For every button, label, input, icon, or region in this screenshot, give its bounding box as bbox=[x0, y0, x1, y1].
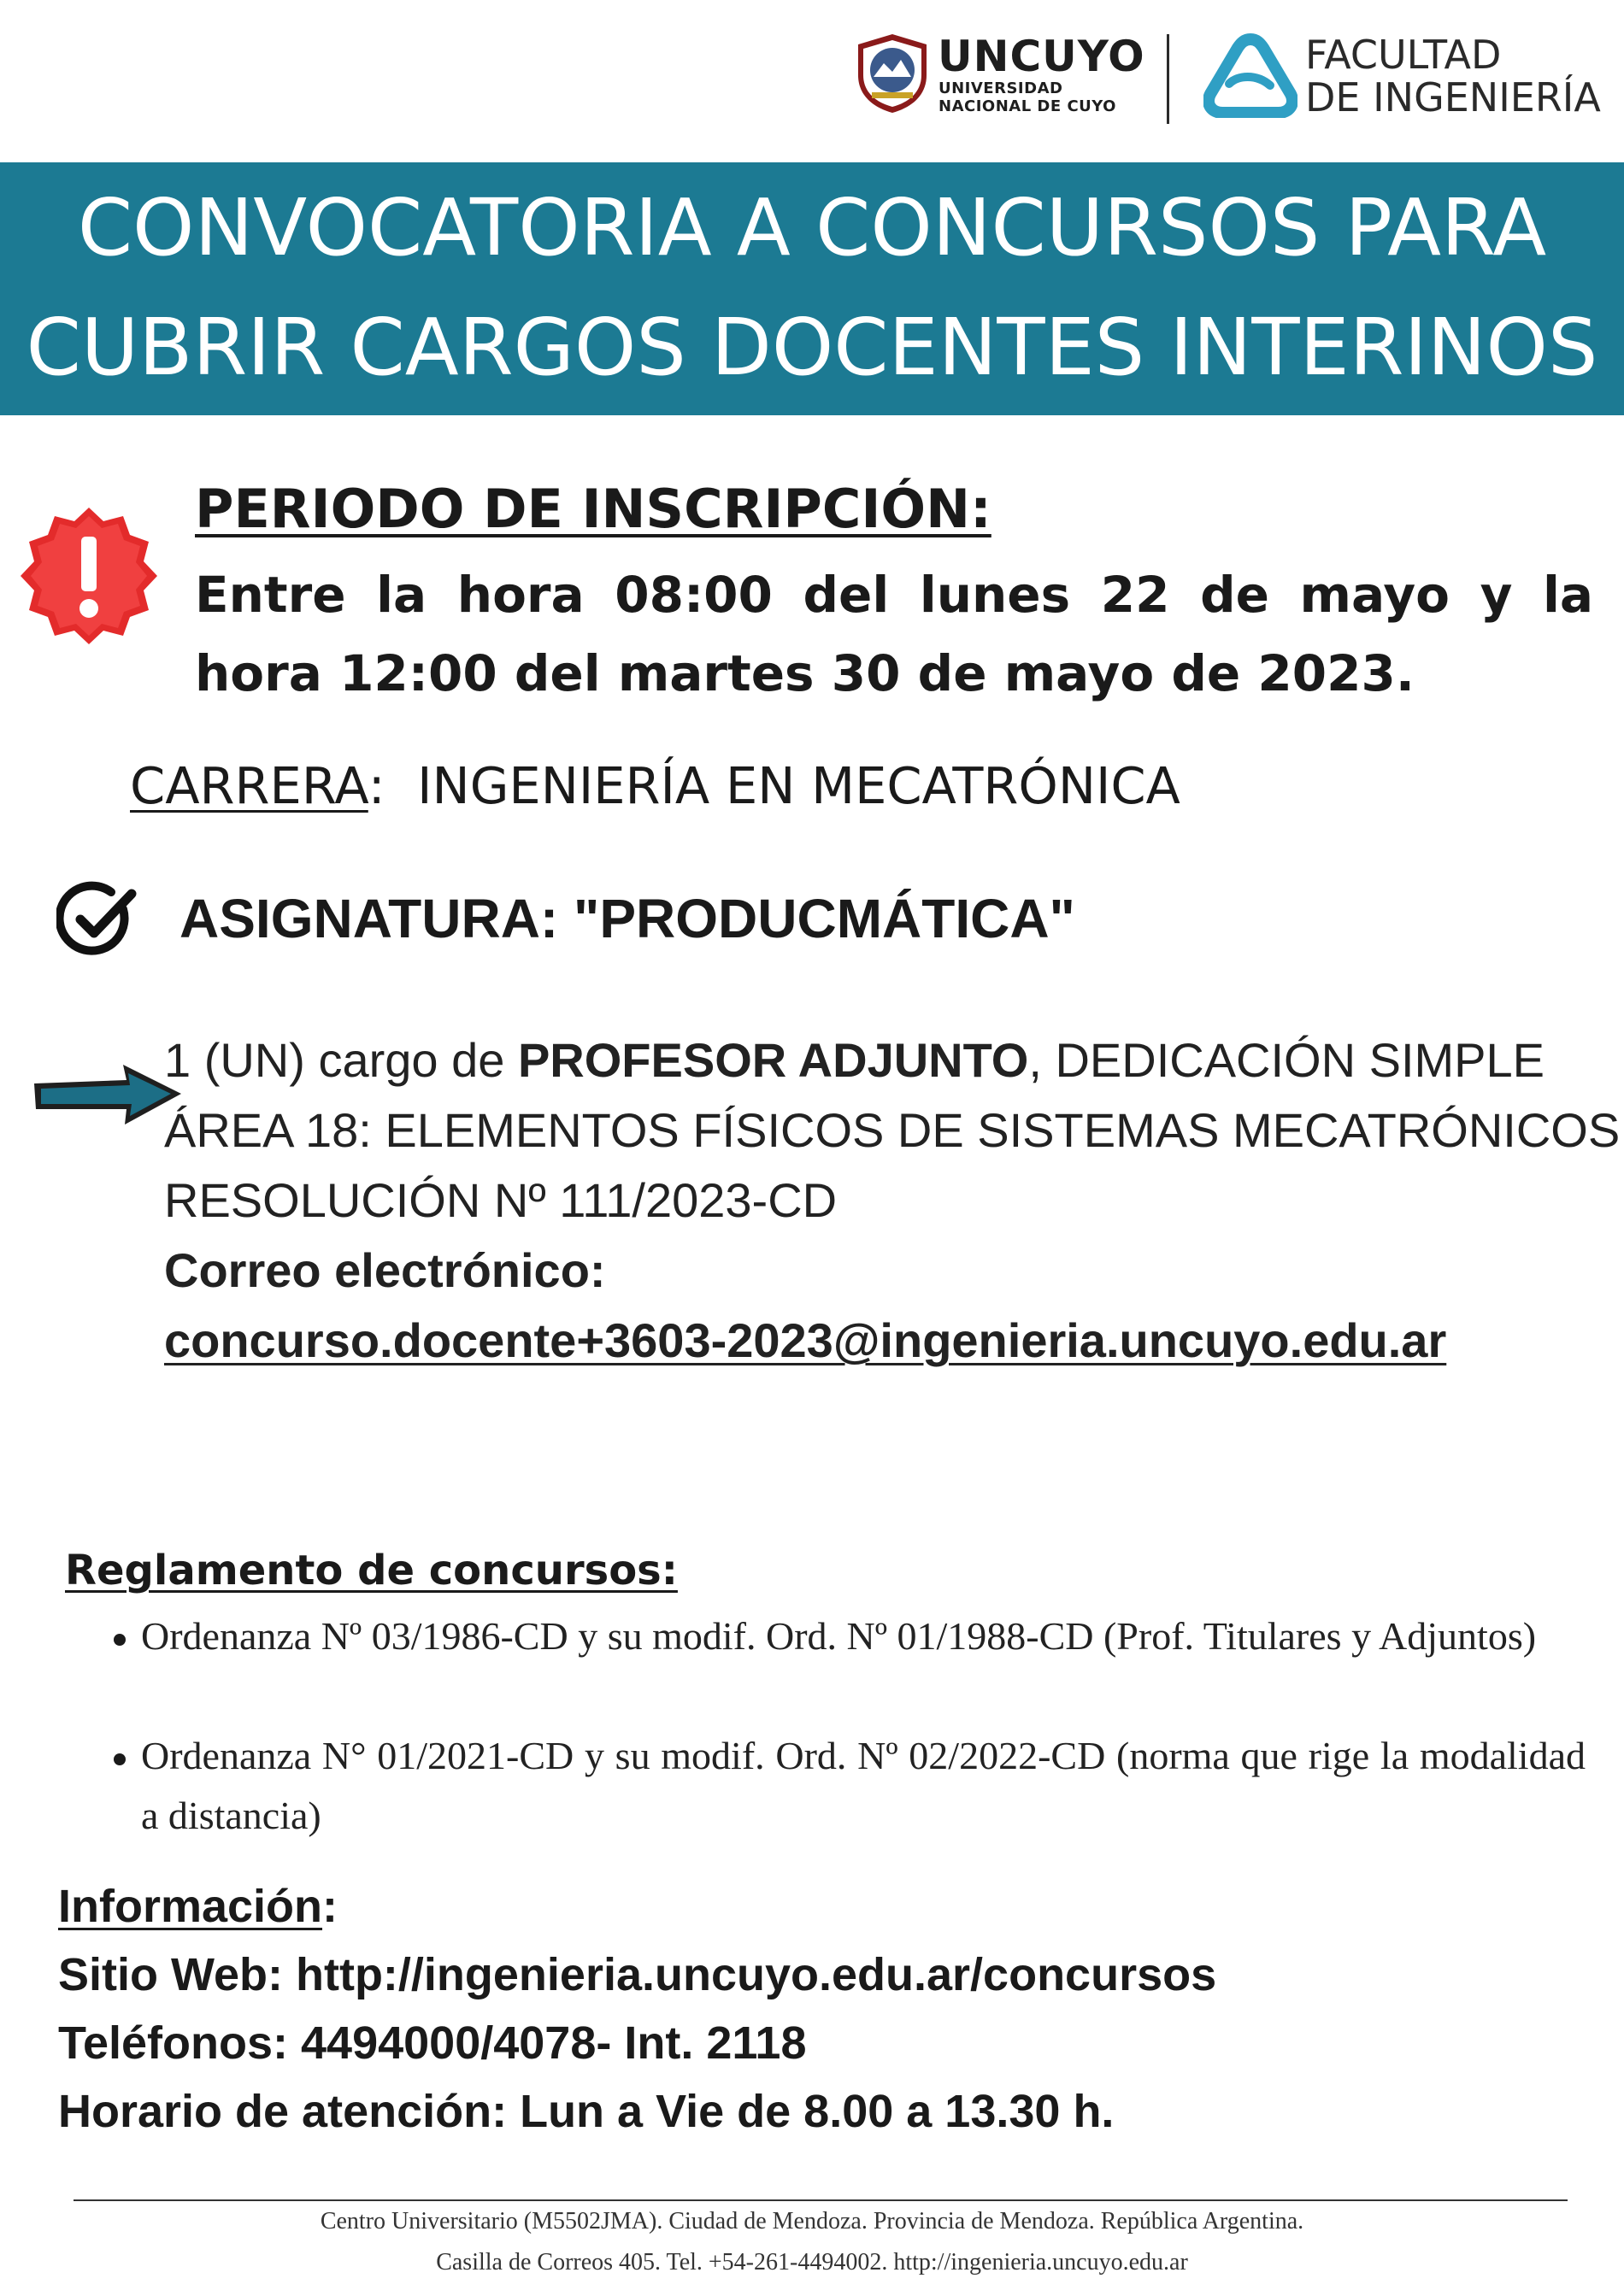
bullet-icon bbox=[114, 1634, 126, 1646]
reglamento-title: Reglamento de concursos: bbox=[65, 1547, 678, 1594]
university-subtitle-line2: NACIONAL DE CUYO bbox=[939, 97, 1116, 115]
logo-divider bbox=[1167, 34, 1169, 124]
check-circle-icon bbox=[56, 880, 138, 962]
asignatura-title: ASIGNATURA: "PRODUCMÁTICA" bbox=[179, 888, 1075, 949]
carrera-line bbox=[130, 755, 1180, 817]
banner-title-line1: CONVOCATORIA A CONCURSOS PARA bbox=[77, 182, 1547, 273]
footer-contact: Casilla de Correos 405. Tel. +54-261-4494002. http://ingenieria.uncuyo.edu.ar bbox=[436, 2249, 1188, 2275]
faculty-name-line1: FACULTAD bbox=[1305, 32, 1502, 78]
email-link[interactable]: concurso.docente+3603-2023@ingenieria.uncuyo.edu.ar bbox=[164, 1313, 1447, 1367]
cargo-position: PROFESOR ADJUNTO bbox=[517, 1033, 1029, 1087]
carrera-label: CARRERA bbox=[130, 756, 368, 815]
info-telefonos: Teléfonos: 4494000/4078- Int. 2118 bbox=[58, 2017, 807, 2069]
carrera-value: INGENIERÍA EN MECATRÓNICA bbox=[417, 756, 1180, 815]
informacion-title-text: Información bbox=[58, 1881, 323, 1932]
reglamento-item: Ordenanza Nº 03/1986-CD y su modif. Ord. Nº 01/1988-CD (Prof. Titulares y Adjuntos) bbox=[141, 1614, 1537, 1658]
university-seal-icon bbox=[855, 32, 930, 115]
periodo-label: PERIODO DE INSCRIPCIÓN: bbox=[195, 478, 991, 540]
university-name: UNCUYO bbox=[938, 32, 1145, 81]
cargo-dedication: , DEDICACIÓN SIMPLE bbox=[1028, 1033, 1545, 1087]
email-label: Correo electrónico: bbox=[164, 1243, 606, 1297]
periodo-text: Entre la hora 08:00 del lunes 22 de mayo y la hora 12:00 del martes 30 de mayo de 2023. bbox=[195, 566, 1593, 702]
bullet-icon bbox=[114, 1753, 126, 1765]
cargo-area: ÁREA 18: ELEMENTOS FÍSICOS DE SISTEMAS MECATRÓNICOS bbox=[164, 1103, 1621, 1157]
footer-address: Centro Universitario (M5502JMA). Ciudad de Mendoza. Provincia de Mendoza. República Argentina. bbox=[320, 2208, 1304, 2234]
cargo-prefix: 1 (UN) cargo de bbox=[164, 1033, 518, 1087]
info-sitio-web[interactable]: Sitio Web: http://ingenieria.uncuyo.edu.ar/concursos bbox=[58, 1949, 1217, 2000]
informacion-title bbox=[58, 1873, 338, 1940]
faculty-name-line2: DE INGENIERÍA bbox=[1305, 74, 1601, 120]
info-horario: Horario de atención: Lun a Vie de 8.00 a 13.30 h. bbox=[58, 2086, 1115, 2137]
cargo-line1 bbox=[164, 1025, 1545, 1095]
faculty-triangle-logo-icon bbox=[1203, 32, 1297, 118]
reglamento-item: Ordenanza N° 01/2021-CD y su modif. Ord. Nº 02/2022-CD (norma que rige la modalidad a distancia) bbox=[141, 1734, 1586, 1837]
carrera-separator: : bbox=[368, 756, 418, 815]
cargo-resolucion: RESOLUCIÓN Nº 111/2023-CD bbox=[164, 1173, 838, 1227]
footer-divider bbox=[74, 2199, 1568, 2201]
banner-title-line2: CUBRIR CARGOS DOCENTES INTERINOS bbox=[26, 302, 1598, 393]
alert-badge-icon bbox=[17, 504, 161, 648]
university-subtitle-line1: UNIVERSIDAD bbox=[939, 79, 1063, 97]
informacion-title-colon: : bbox=[322, 1881, 338, 1932]
